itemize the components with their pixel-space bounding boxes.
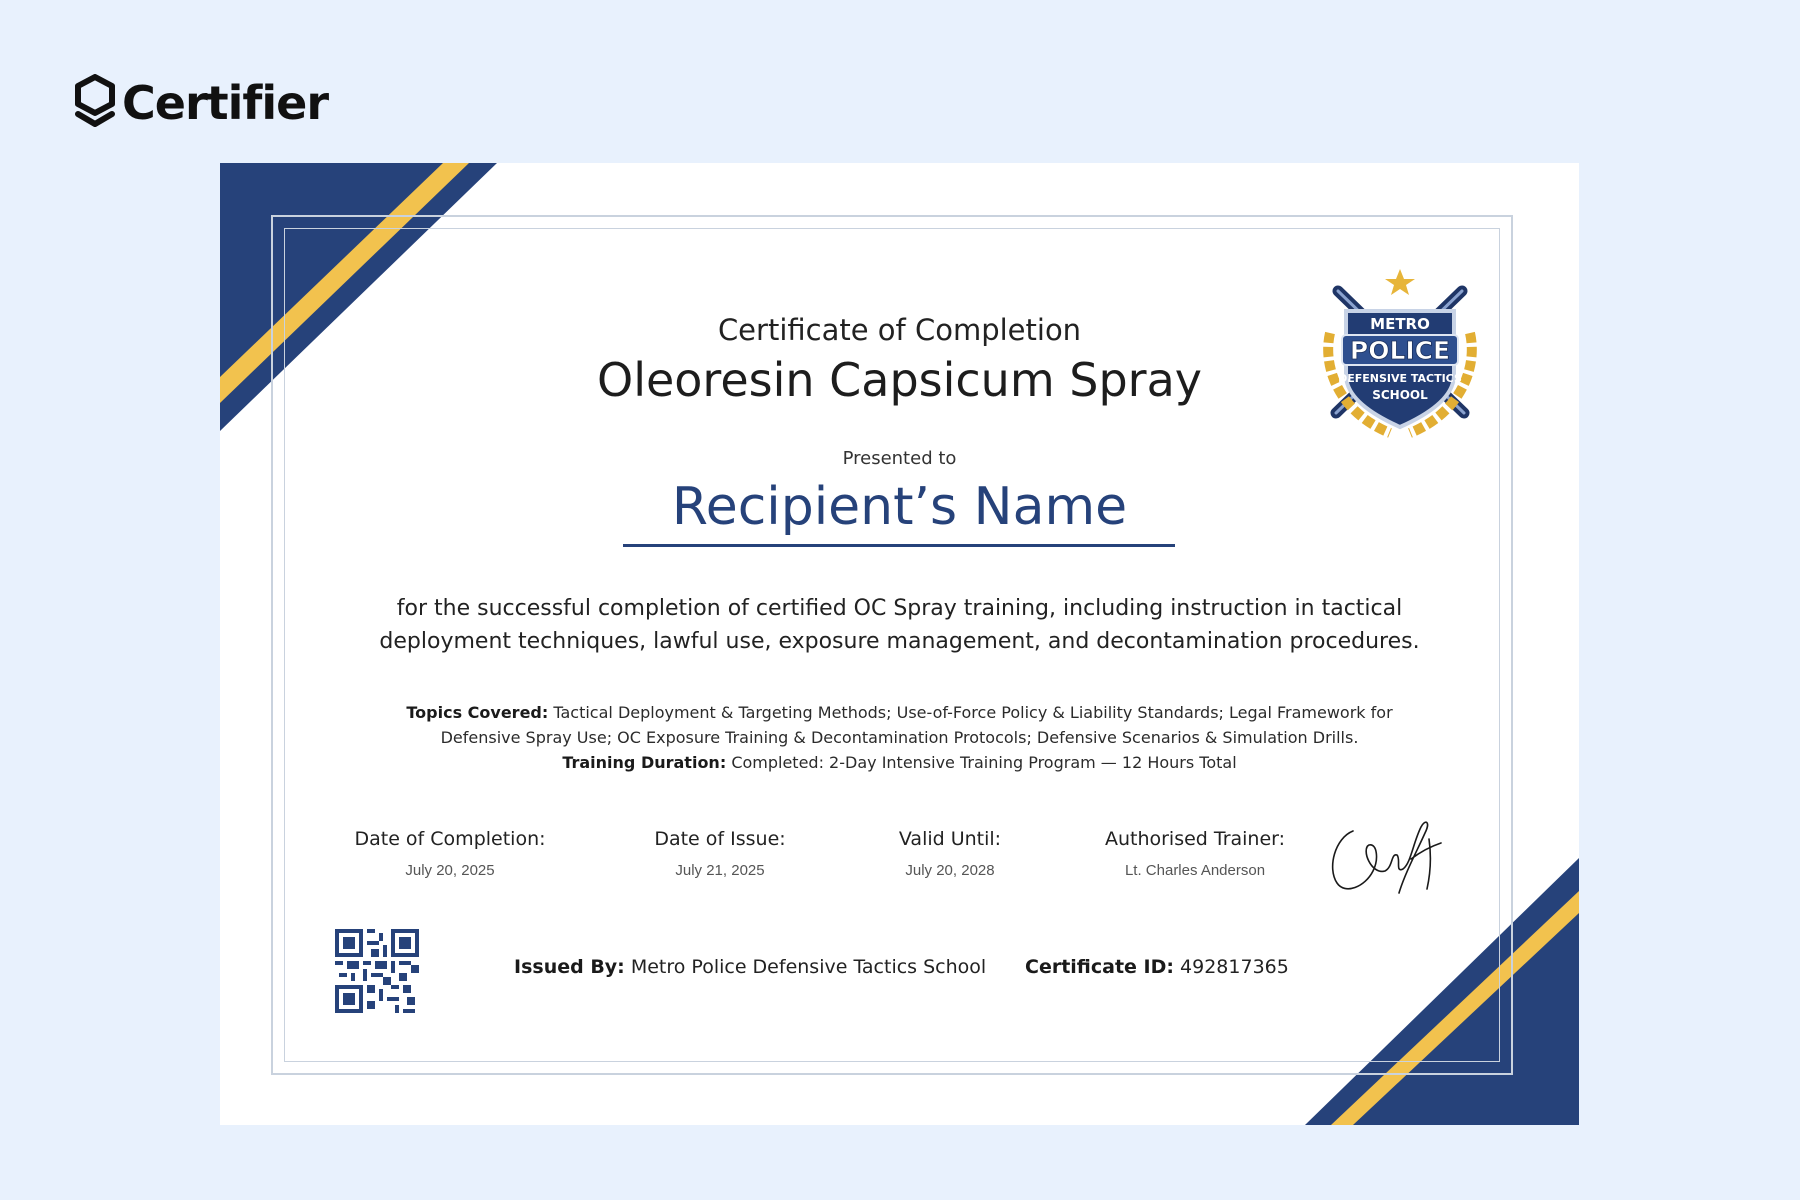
issued-by-label: Issued By:	[514, 956, 625, 978]
training-duration-value: Completed: 2-Day Intensive Training Program — 12 Hours Total	[731, 753, 1237, 772]
date-of-completion-value: July 20, 2025	[405, 862, 495, 879]
date-of-completion-label: Date of Completion:	[354, 828, 546, 850]
completion-description: for the successful completion of certified OC Spray training, including instruction in tactical deployment techniques, lawful use, exposure management, and decontamination procedures.	[379, 596, 1420, 654]
topics-covered-label: Topics Covered:	[406, 703, 549, 722]
topics-covered-value: Tactical Deployment & Targeting Methods; Use-of-Force Policy & Liability Standards; Legal Framework for Defensive Spray Use; OC Exposure Training & Decontamination Protocols; Defensive Scenarios & Simulation Drills.	[440, 703, 1393, 747]
certifier-shield-icon	[74, 74, 116, 132]
recipient-name-underline	[623, 544, 1175, 547]
certificate	[220, 163, 1579, 1125]
badge-line-metro: METRO	[1370, 315, 1430, 333]
valid-until-value: July 20, 2028	[905, 862, 995, 879]
date-of-completion	[310, 828, 590, 879]
date-of-issue	[590, 828, 850, 879]
certificate-id-label: Certificate ID:	[1025, 956, 1174, 978]
presented-to-label: Presented to	[842, 448, 957, 469]
certificate-title: Oleoresin Capsicum Spray	[596, 353, 1202, 407]
training-duration	[370, 750, 1429, 775]
certificate-heading: Certificate of Completion	[717, 313, 1082, 347]
issued-by-value: Metro Police Defensive Tactics School	[630, 956, 987, 978]
authorised-trainer-label: Authorised Trainer:	[1104, 828, 1286, 850]
topics-covered	[370, 700, 1429, 750]
certifier-logo	[74, 74, 328, 132]
certificate-id-value: 492817365	[1180, 956, 1289, 978]
date-of-issue-label: Date of Issue:	[654, 828, 786, 850]
authorised-trainer	[1070, 828, 1320, 879]
valid-until-label: Valid Until:	[898, 828, 1002, 850]
certificate-id	[1025, 956, 1289, 978]
badge-line-defensive-tactics: DEFENSIVE TACTICS	[1338, 372, 1462, 385]
issued-by	[514, 956, 986, 978]
authorised-trainer-value: Lt. Charles Anderson	[1124, 862, 1266, 879]
recipient-name: Recipient’s Name	[671, 477, 1128, 537]
valid-until	[850, 828, 1050, 879]
badge-line-school: SCHOOL	[1372, 388, 1428, 402]
badge-line-police: POLICE	[1349, 336, 1451, 365]
training-details	[370, 700, 1429, 775]
qr-code	[335, 929, 419, 1013]
trainer-signature	[1325, 813, 1445, 903]
date-of-issue-value: July 21, 2025	[675, 862, 765, 879]
training-duration-label: Training Duration:	[562, 753, 727, 772]
brand-name: Certifier	[122, 76, 329, 130]
